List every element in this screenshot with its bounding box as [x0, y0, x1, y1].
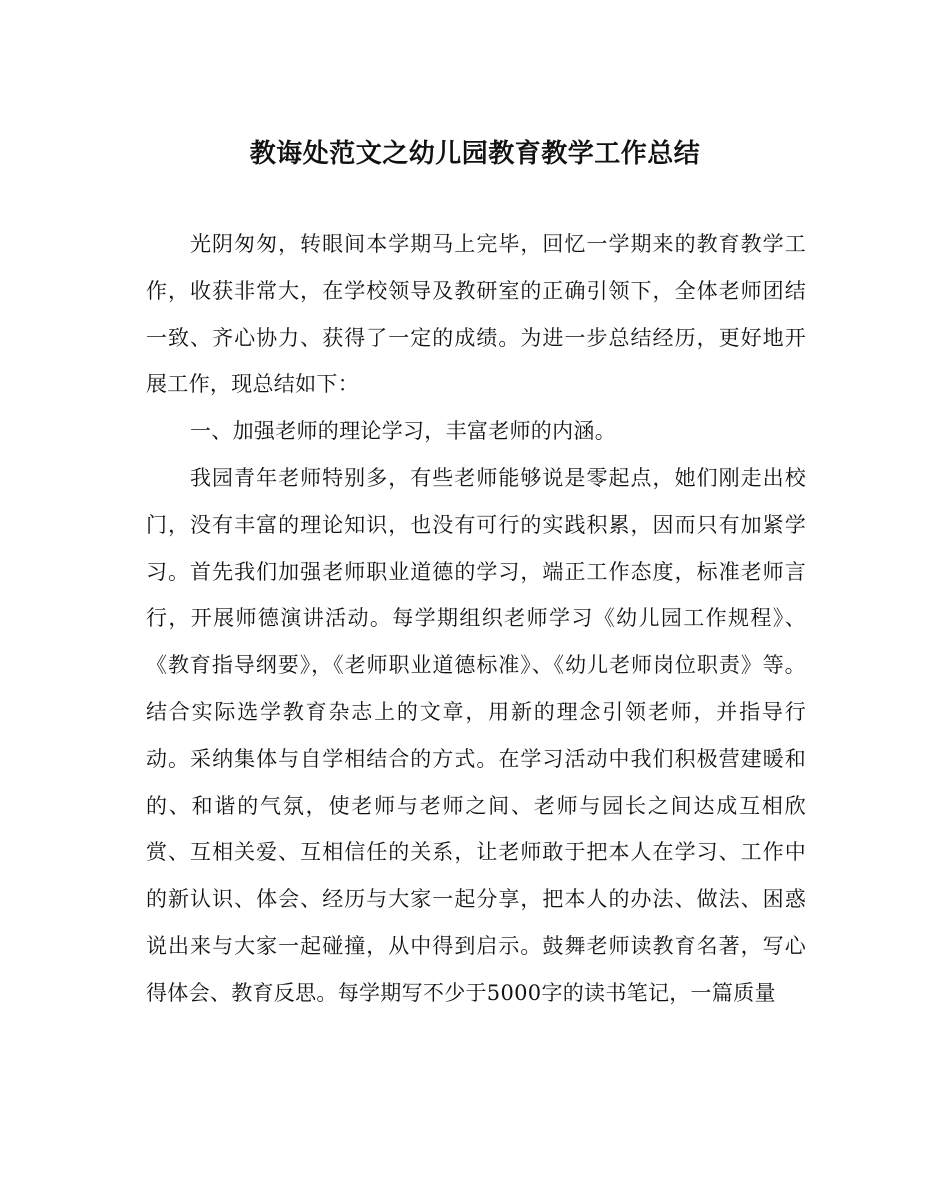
- paragraph-intro: 光阴匆匆，转眼间本学期马上完毕，回忆一学期来的教育教学工作，收获非常大，在学校领导及教研室的正确引领下，全体老师团结一致、齐心协力、获得了一定的成绩。为进一步总结经历，更好地开展工作，现总结如下：: [146, 232, 806, 397]
- paragraph-section-1: 我园青年老师特别多，有些老师能够说是零起点，她们刚走出校门，没有丰富的理论知识，也没有可行的实践积累，因而只有加紧学习。首先我们加强老师职业道德的学习，端正工作态度，标准老师言行，开展师德演讲活动。每学期组织老师学习《幼儿园工作规程》、《教育指导纲要》，《老师职业道德标准》、《幼儿老师岗位职责》等。结合实际选学教育杂志上的文章，用新的理念引领老师，并指导行动。采纳集体与自学相结合的方式。在学习活动中我们积极营建暖和的、和谐的气氛，使老师与老师之间、老师与园长之间达成互相欣赏、互相关爱、互相信任的关系，让老师敢于把本人在学习、工作中的新认识、体会、经历与大家一起分享，把本人的办法、做法、困惑说出来与大家一起碰撞，从中得到启示。鼓舞老师读教育名著，写心得体会、教育反思。每学期写不少于5000字的读书笔记，一篇质量: [146, 465, 806, 1005]
- section-heading-1: 一、加强老师的理论学习，丰富老师的内涵。: [190, 419, 616, 444]
- document-title: 教诲处范文之幼儿园教育教学工作总结: [249, 139, 701, 169]
- document-body: [146, 221, 806, 1017]
